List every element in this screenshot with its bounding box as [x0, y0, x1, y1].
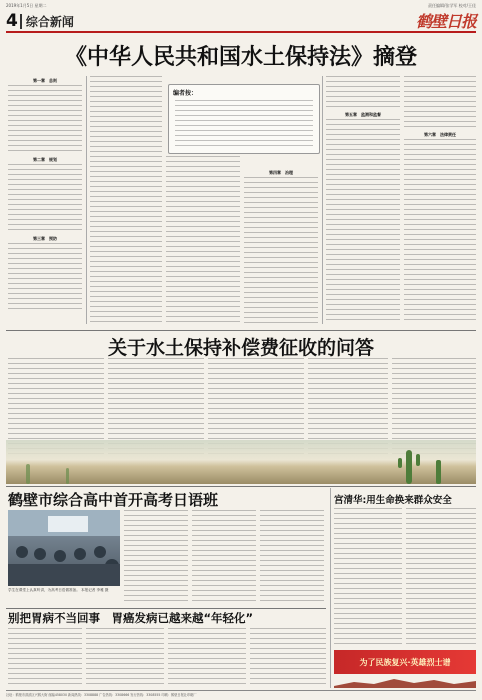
japanese-class-column-3	[260, 510, 324, 604]
article-title-gong-qinghua: 宫清华:用生命换来群众安全	[334, 495, 452, 506]
section-name: 综合新闻	[25, 14, 74, 29]
editor-info: 责任编辑/张学军 校对/王佳	[428, 3, 476, 8]
photo-caption: 学生在课堂上认真听讲，为高考日语做准备。 本报记者 李雅 摄	[8, 588, 109, 592]
article-separator	[6, 486, 476, 487]
law-column-5	[326, 76, 400, 326]
chapter-heading: 第三章 预防	[33, 236, 57, 241]
article-title-water-law: 《中华人民共和国水土保持法》摘登	[64, 44, 417, 70]
section-number: 4	[6, 11, 18, 31]
header-rule	[6, 31, 476, 33]
newspaper-logo: 鹤壁日报	[415, 12, 476, 31]
hero-column-1	[334, 508, 402, 646]
stomach-column-1	[8, 628, 82, 688]
chapter-heading: 第六章 法律责任	[424, 132, 456, 137]
article-title-japanese-class: 鹤壁市综合高中首开高考日语班	[8, 491, 219, 509]
chapter-heading: 第五章 监测和监督	[345, 112, 381, 117]
law-column-4	[244, 156, 318, 326]
section-header	[6, 11, 74, 31]
law-column-1	[8, 76, 82, 326]
chapter-heading: 第四章 治理	[269, 170, 293, 175]
page-footer: 社址：鹤壁市淇滨区兴鹤大街 邮编458030 新闻热线：3308888 广告热线：3308666 发行热线：3308555 印刷：鹤壁日报社印刷厂	[6, 690, 476, 700]
classroom-photo	[8, 510, 120, 586]
hero-series-label: 为了民族复兴·英雄烈士谱	[359, 657, 451, 667]
editor-note-label: 编者按：	[173, 90, 198, 97]
column-divider	[86, 76, 87, 324]
law-column-6	[404, 76, 476, 326]
column-divider	[322, 76, 323, 324]
editor-note-box	[168, 84, 320, 154]
hero-series-banner	[334, 650, 476, 674]
column-divider	[330, 488, 331, 688]
chapter-heading: 第二章 规划	[33, 157, 57, 162]
stomach-column-2	[86, 628, 164, 688]
stomach-column-3	[168, 628, 246, 688]
japanese-class-column-1	[124, 510, 188, 604]
article-title-compensation-qa: 关于水土保持补偿费征收的问答	[107, 337, 374, 359]
stomach-column-4	[250, 628, 326, 688]
page-top-line	[6, 3, 476, 9]
article-title-stomach-cancer: 别把胃病不当回事 胃癌发病已越来越“年轻化”	[8, 611, 254, 625]
japanese-class-column-2	[192, 510, 256, 604]
section-divider	[20, 14, 22, 29]
chapter-heading: 第一章 总则	[33, 78, 57, 83]
law-column-3	[166, 156, 240, 326]
cactus-illustration	[6, 440, 476, 484]
hero-column-2	[406, 508, 476, 646]
article-separator	[6, 330, 476, 331]
issue-date: 2019年1月5日 星期二	[6, 3, 47, 8]
article-separator	[6, 608, 326, 609]
great-wall-illustration	[334, 676, 476, 688]
law-column-2	[90, 76, 162, 326]
